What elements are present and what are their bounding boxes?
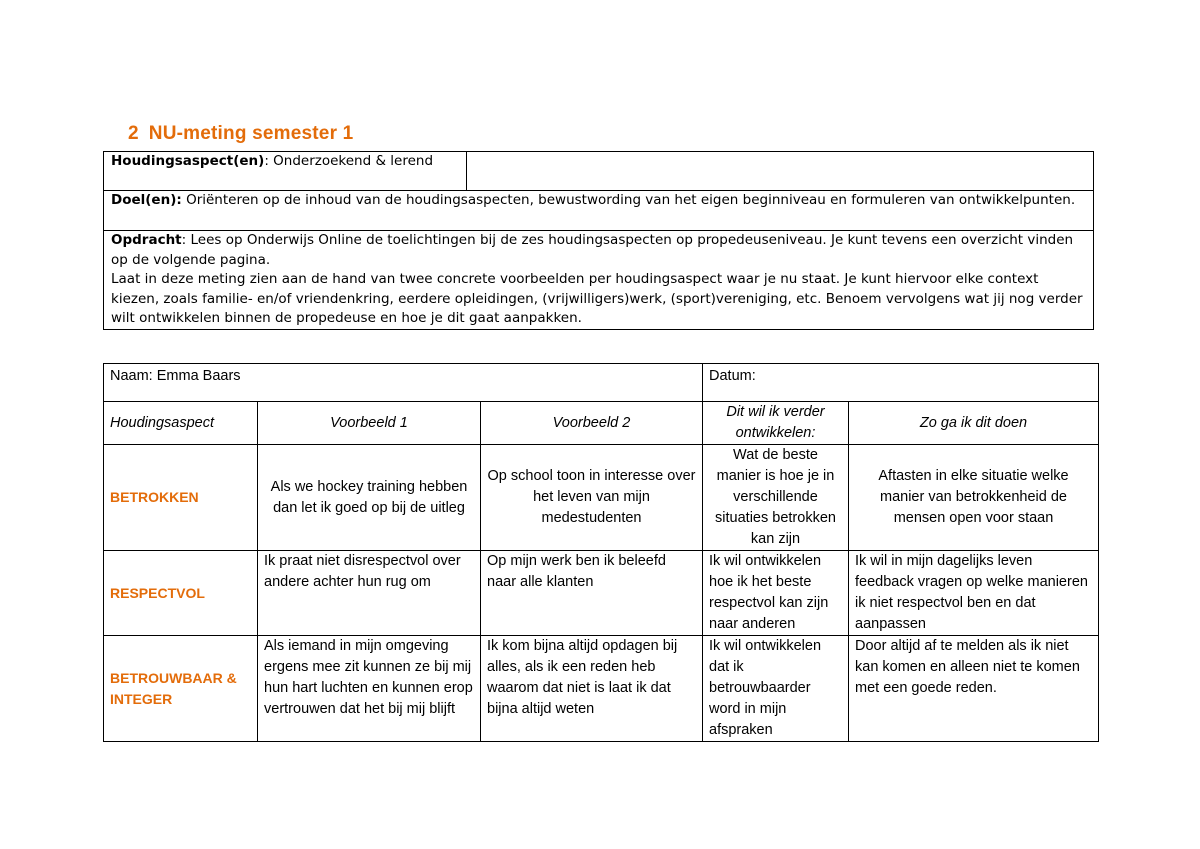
cell-voorbeeld-1: Ik praat niet disrespectvol over andere achter hun rug om [258, 551, 481, 636]
opdracht-text-2: Laat in deze meting zien aan de hand van twee concrete voorbeelden per houdingsaspect waar je nu staat. Je kunt hiervoor elke context kiezen, zoals familie- en/of vriendenkring, eerdere opleidingen, (vrijwilligers)werk, (sport)vereniging, etc. Benoem vervolgens wat jij nog verder wilt ontwikkelen binnen de propedeuse en hoe je dit gaat aanpakken. [111, 271, 1083, 326]
opdracht-row [104, 231, 1094, 330]
opdracht-text-1: : Lees op Onderwijs Online de toelichtingen bij de zes houdingsaspecten op propedeuseniveau. Je kunt tevens een overzicht vinden op de volgende pagina. [111, 232, 1074, 268]
cell-voorbeeld-1: Als we hockey training hebben dan let ik goed op bij de uitleg [258, 445, 481, 551]
table-row [104, 445, 1099, 551]
houding-cell [104, 152, 467, 191]
opdracht-label: Opdracht [111, 232, 182, 248]
aspect-betrouwbaar-integer: BETROUWBAAR & INTEGER [104, 636, 258, 742]
name-cell: Naam: Emma Baars [104, 364, 703, 402]
aspect-respectvol: RESPECTVOL [104, 551, 258, 636]
header-voorbeeld-1: Voorbeeld 1 [258, 402, 481, 445]
houding-empty-cell [467, 152, 1094, 191]
assignment-info-table [103, 151, 1094, 330]
measurement-table [103, 363, 1099, 742]
cell-voorbeeld-2: Ik kom bijna altijd opdagen bij alles, als ik een reden heb waarom dat niet is laat ik dat bijna altijd weten [481, 636, 703, 742]
cell-aanpak: Aftasten in elke situatie welke manier van betrokkenheid de mensen open voor staan [849, 445, 1099, 551]
cell-aanpak: Ik wil in mijn dagelijks leven feedback vragen op welke manieren ik niet respectvol ben en dat aanpassen [849, 551, 1099, 636]
aspect-betrokken: BETROKKEN [104, 445, 258, 551]
header-zo-ga-ik: Zo ga ik dit doen [849, 402, 1099, 445]
header-row [104, 402, 1099, 445]
section-title: NU-meting semester 1 [148, 123, 354, 144]
cell-aanpak: Door altijd af te melden als ik niet kan komen en alleen niet te komen met een goede reden. [849, 636, 1099, 742]
cell-voorbeeld-1: Als iemand in mijn omgeving ergens mee zit kunnen ze bij mij hun hart luchten en kunnen erop vertrouwen dat het bij mij blijft [258, 636, 481, 742]
doel-value: Oriënteren op de inhoud van de houdingsaspecten, bewustwording van het eigen beginniveau en formuleren van ontwikkelpunten. [181, 192, 1076, 208]
table-row [104, 636, 1099, 742]
header-voorbeeld-2: Voorbeeld 2 [481, 402, 703, 445]
houding-value: : Onderzoekend & lerend [264, 153, 434, 169]
doel-row [104, 191, 1094, 231]
doel-cell [104, 191, 1094, 231]
name-date-row [104, 364, 1099, 402]
cell-voorbeeld-2: Op mijn werk ben ik beleefd naar alle klanten [481, 551, 703, 636]
table-row [104, 551, 1099, 636]
opdracht-cell [104, 231, 1094, 330]
cell-ontwikkelen: Ik wil ontwikkelen hoe ik het beste respectvol kan zijn naar anderen [703, 551, 849, 636]
doel-label: Doel(en): [111, 192, 182, 208]
cell-ontwikkelen: Ik wil ontwikkelen dat ik betrouwbaarder word in mijn afspraken [703, 636, 849, 742]
section-heading [128, 123, 353, 145]
houding-row [104, 152, 1094, 191]
header-houdingsaspect: Houdingsaspect [104, 402, 258, 445]
cell-ontwikkelen: Wat de beste manier is hoe je in verschillende situaties betrokken kan zijn [703, 445, 849, 551]
section-number: 2 [128, 123, 139, 144]
date-cell: Datum: [703, 364, 1099, 402]
cell-voorbeeld-2: Op school toon in interesse over het leven van mijn medestudenten [481, 445, 703, 551]
header-verder-ontwikkelen: Dit wil ik verder ontwikkelen: [703, 402, 849, 445]
houding-label: Houdingsaspect(en) [111, 153, 265, 169]
